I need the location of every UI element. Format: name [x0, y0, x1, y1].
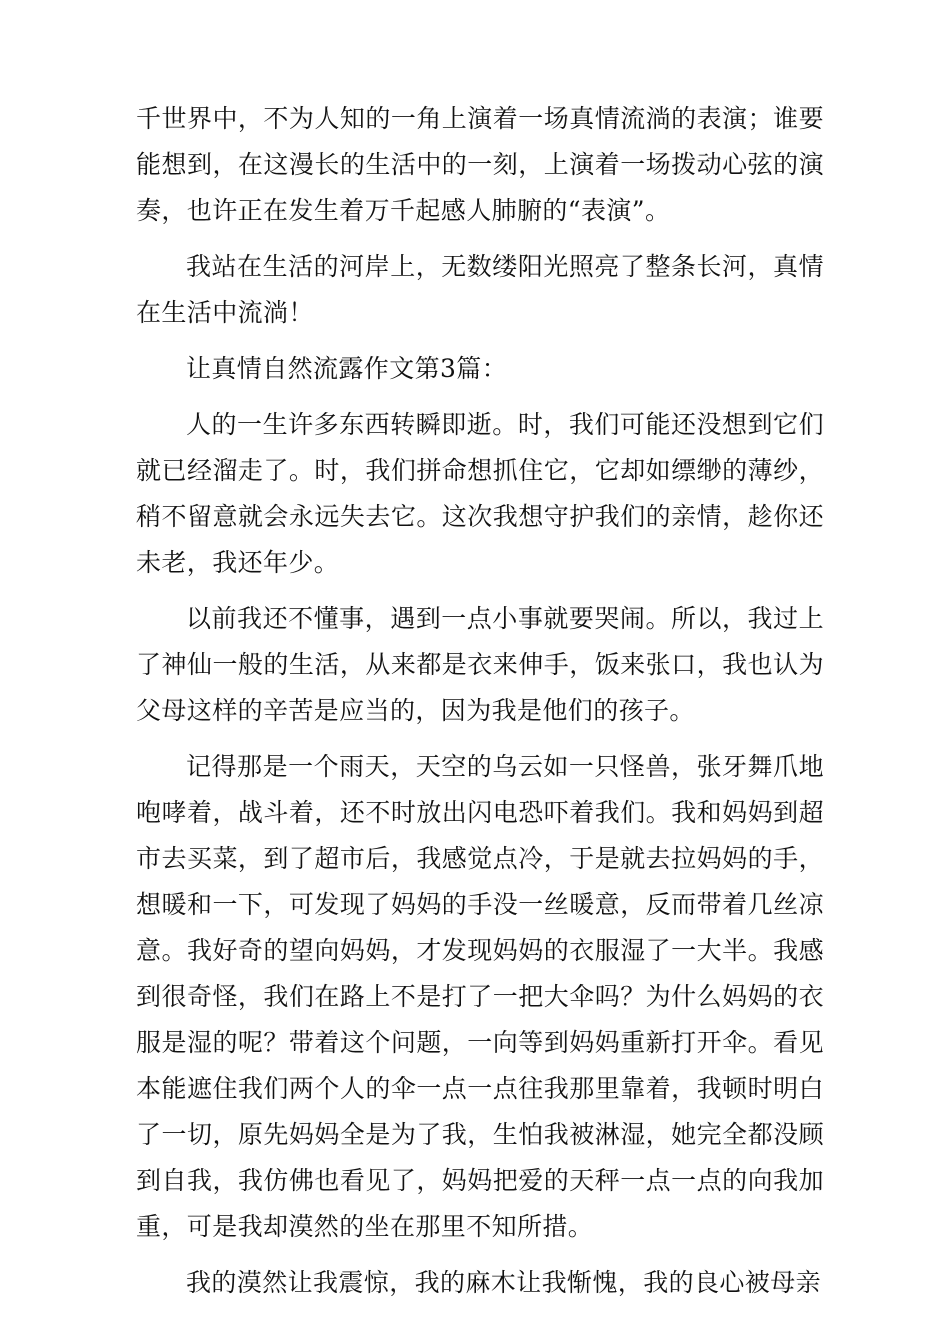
paragraph: 我的漠然让我震惊，我的麻木让我惭愧，我的良心被母亲	[186, 1268, 822, 1297]
document-body	[136, 96, 824, 1316]
paragraph: 记得那是一个雨天，天空的乌云如一只怪兽，张牙舞爪地咆哮着，战斗着，还不时放出闪电恐吓着我们。我和妈妈到超市去买菜，到了超市后，我感觉点冷，于是就去拉妈妈的手，想暖和一下，可发现了妈妈的手没一丝暖意，反而带着几丝凉意。我好奇的望向妈妈，才发现妈妈的衣服湿了一大半。我感到很奇怪，我们在路上不是打了一把大伞吗？为什么妈妈的衣服是湿的呢？带着这个问题，一向等到妈妈重新打开伞。看见本能遮住我们两个人的伞一点一点往我那里靠着，我顿时明白了一切，原先妈妈全是为了我，生怕我被淋湿，她完全都没顾到自我，我仿佛也看见了，妈妈把爱的天秤一点一点的向我加重，可是我却漠然的坐在那里不知所措。	[136, 752, 824, 1241]
paragraph: 我站在生活的河岸上，无数缕阳光照亮了整条长河，真情在生活中流淌！	[136, 252, 824, 327]
paragraph: 以前我还不懂事，遇到一点小事就要哭闹。所以，我过上了神仙一般的生活，从来都是衣来伸手，饭来张口，我也认为父母这样的辛苦是应当的，因为我是他们的孩子。	[136, 604, 824, 725]
paragraph: 千世界中，不为人知的一角上演着一场真情流淌的表演；谁要能想到，在这漫长的生活中的一刻，上演着一场拨动心弦的演奏，也许正在发生着万千起感人肺腑的“表演”。	[136, 104, 824, 225]
paragraph: 人的一生许多东西转瞬即逝。时，我们可能还没想到它们就已经溜走了。时，我们拼命想抓住它，它却如缥缈的薄纱，稍不留意就会永远失去它。这次我想守护我们的亲情，趁你还未老，我还年少。	[136, 410, 824, 577]
section-heading: 让真情自然流露作文第3篇：	[186, 354, 508, 383]
